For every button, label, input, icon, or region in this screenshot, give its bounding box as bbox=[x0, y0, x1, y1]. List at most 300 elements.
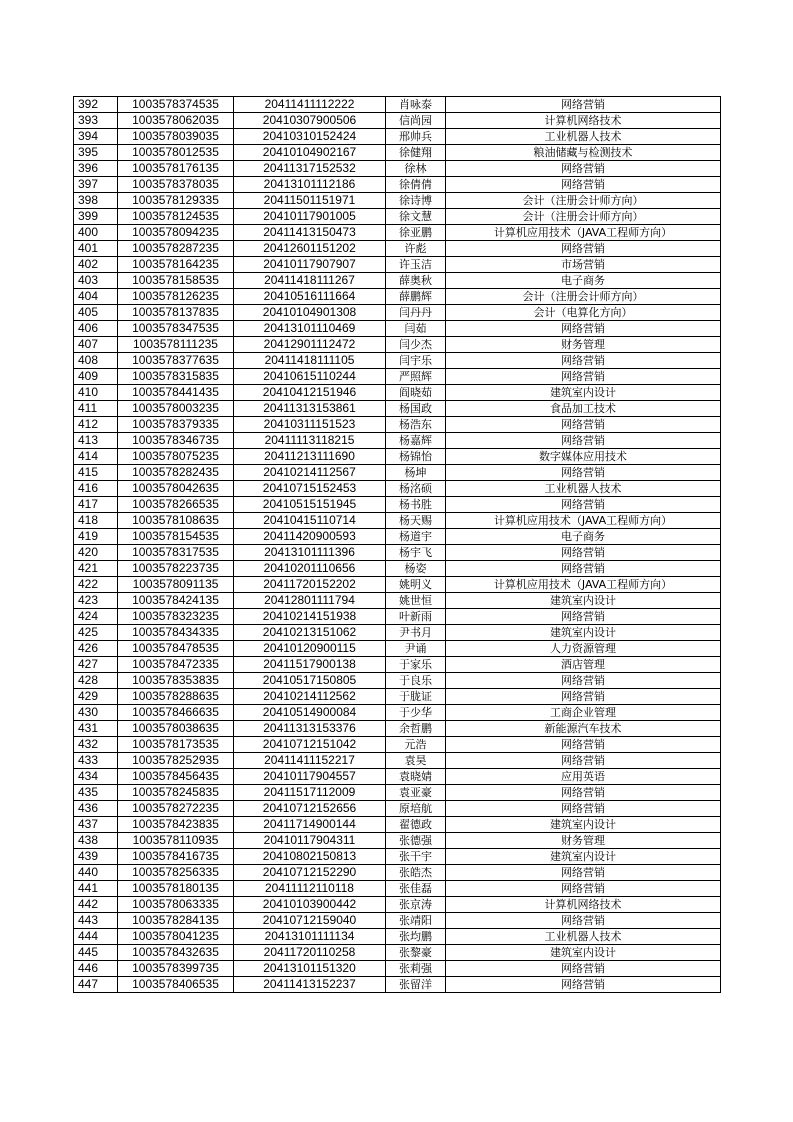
student-id-cell: 20412601151202 bbox=[234, 241, 386, 257]
student-id-cell: 20411317152532 bbox=[234, 161, 386, 177]
name-cell: 杨姿 bbox=[386, 561, 446, 577]
candidate-id-cell: 1003578441435 bbox=[118, 385, 234, 401]
candidate-id-cell: 1003578347535 bbox=[118, 321, 234, 337]
table-row bbox=[74, 449, 721, 465]
candidate-id-cell: 1003578287235 bbox=[118, 241, 234, 257]
table-row bbox=[74, 97, 721, 113]
table-row bbox=[74, 801, 721, 817]
name-cell: 杨道宇 bbox=[386, 529, 446, 545]
candidate-id-cell: 1003578180135 bbox=[118, 881, 234, 897]
table-row bbox=[74, 769, 721, 785]
student-id-cell: 20412801111794 bbox=[234, 593, 386, 609]
row-number-cell: 446 bbox=[74, 961, 118, 977]
name-cell: 杨坤 bbox=[386, 465, 446, 481]
name-cell: 杨国政 bbox=[386, 401, 446, 417]
major-cell: 网络营销 bbox=[446, 561, 721, 577]
row-number-cell: 396 bbox=[74, 161, 118, 177]
table-row bbox=[74, 657, 721, 673]
table-row bbox=[74, 321, 721, 337]
student-id-cell: 20410117907907 bbox=[234, 257, 386, 273]
student-id-cell: 20411720110258 bbox=[234, 945, 386, 961]
table-row bbox=[74, 561, 721, 577]
major-cell: 电子商务 bbox=[446, 529, 721, 545]
table-row bbox=[74, 513, 721, 529]
table-row bbox=[74, 481, 721, 497]
student-id-cell: 20410103900442 bbox=[234, 897, 386, 913]
major-cell: 新能源汽车技术 bbox=[446, 721, 721, 737]
student-id-cell: 20410515151945 bbox=[234, 497, 386, 513]
name-cell: 徐文慧 bbox=[386, 209, 446, 225]
candidate-id-cell: 1003578272235 bbox=[118, 801, 234, 817]
major-cell: 酒店管理 bbox=[446, 657, 721, 673]
student-id-cell: 20411720152202 bbox=[234, 577, 386, 593]
student-id-cell: 20410117904557 bbox=[234, 769, 386, 785]
candidate-id-cell: 1003578091135 bbox=[118, 577, 234, 593]
candidate-id-cell: 1003578284135 bbox=[118, 913, 234, 929]
name-cell: 杨锦怡 bbox=[386, 449, 446, 465]
name-cell: 尹书月 bbox=[386, 625, 446, 641]
major-cell: 财务管理 bbox=[446, 833, 721, 849]
candidate-id-cell: 1003578434335 bbox=[118, 625, 234, 641]
major-cell: 网络营销 bbox=[446, 369, 721, 385]
table-row bbox=[74, 497, 721, 513]
major-cell: 网络营销 bbox=[446, 161, 721, 177]
student-id-cell: 20413101151320 bbox=[234, 961, 386, 977]
major-cell: 市场营销 bbox=[446, 257, 721, 273]
name-cell: 闫茹 bbox=[386, 321, 446, 337]
major-cell: 会计（注册会计师方向） bbox=[446, 209, 721, 225]
table-row bbox=[74, 417, 721, 433]
name-cell: 姚世恒 bbox=[386, 593, 446, 609]
row-number-cell: 428 bbox=[74, 673, 118, 689]
student-id-cell: 20411313153376 bbox=[234, 721, 386, 737]
name-cell: 于家乐 bbox=[386, 657, 446, 673]
name-cell: 袁晓婧 bbox=[386, 769, 446, 785]
candidate-id-cell: 1003578012535 bbox=[118, 145, 234, 161]
candidate-id-cell: 1003578323235 bbox=[118, 609, 234, 625]
table-row bbox=[74, 177, 721, 193]
major-cell: 会计（电算化方向） bbox=[446, 305, 721, 321]
row-number-cell: 440 bbox=[74, 865, 118, 881]
table-row bbox=[74, 193, 721, 209]
table-row bbox=[74, 433, 721, 449]
student-id-cell: 20411517112009 bbox=[234, 785, 386, 801]
candidate-id-cell: 1003578353835 bbox=[118, 673, 234, 689]
candidate-id-cell: 1003578126235 bbox=[118, 289, 234, 305]
row-number-cell: 405 bbox=[74, 305, 118, 321]
row-number-cell: 420 bbox=[74, 545, 118, 561]
name-cell: 肖咏泰 bbox=[386, 97, 446, 113]
major-cell: 计算机应用技术（JAVA工程师方向） bbox=[446, 577, 721, 593]
name-cell: 张德强 bbox=[386, 833, 446, 849]
table-row bbox=[74, 721, 721, 737]
row-number-cell: 398 bbox=[74, 193, 118, 209]
candidate-id-cell: 1003578315835 bbox=[118, 369, 234, 385]
candidate-id-cell: 1003578346735 bbox=[118, 433, 234, 449]
row-number-cell: 422 bbox=[74, 577, 118, 593]
name-cell: 元浩 bbox=[386, 737, 446, 753]
row-number-cell: 443 bbox=[74, 913, 118, 929]
table-row bbox=[74, 129, 721, 145]
row-number-cell: 425 bbox=[74, 625, 118, 641]
major-cell: 网络营销 bbox=[446, 801, 721, 817]
name-cell: 姚明义 bbox=[386, 577, 446, 593]
student-id-cell: 20411420900593 bbox=[234, 529, 386, 545]
major-cell: 网络营销 bbox=[446, 609, 721, 625]
name-cell: 张留洋 bbox=[386, 977, 446, 993]
student-id-cell: 20411413152237 bbox=[234, 977, 386, 993]
table-row bbox=[74, 529, 721, 545]
candidate-id-cell: 1003578176135 bbox=[118, 161, 234, 177]
name-cell: 叶新雨 bbox=[386, 609, 446, 625]
row-number-cell: 437 bbox=[74, 817, 118, 833]
table-row bbox=[74, 257, 721, 273]
student-id-cell: 20410214112567 bbox=[234, 465, 386, 481]
name-cell: 于胧证 bbox=[386, 689, 446, 705]
candidate-id-cell: 1003578288635 bbox=[118, 689, 234, 705]
name-cell: 阎晓茹 bbox=[386, 385, 446, 401]
major-cell: 网络营销 bbox=[446, 545, 721, 561]
major-cell: 食品加工技术 bbox=[446, 401, 721, 417]
table-row bbox=[74, 609, 721, 625]
candidate-id-cell: 1003578379335 bbox=[118, 417, 234, 433]
major-cell: 网络营销 bbox=[446, 465, 721, 481]
name-cell: 于良乐 bbox=[386, 673, 446, 689]
name-cell: 薛奥秋 bbox=[386, 273, 446, 289]
candidate-id-cell: 1003578478535 bbox=[118, 641, 234, 657]
student-id-cell: 20413101111396 bbox=[234, 545, 386, 561]
candidate-id-cell: 1003578173535 bbox=[118, 737, 234, 753]
candidate-id-cell: 1003578245835 bbox=[118, 785, 234, 801]
name-cell: 张皓杰 bbox=[386, 865, 446, 881]
student-id-cell: 20410412151946 bbox=[234, 385, 386, 401]
table-row bbox=[74, 705, 721, 721]
student-id-cell: 20411714900144 bbox=[234, 817, 386, 833]
candidate-id-cell: 1003578038635 bbox=[118, 721, 234, 737]
row-number-cell: 395 bbox=[74, 145, 118, 161]
candidate-id-cell: 1003578456435 bbox=[118, 769, 234, 785]
major-cell: 工业机器人技术 bbox=[446, 129, 721, 145]
major-cell: 建筑室内设计 bbox=[446, 945, 721, 961]
name-cell: 张靖阳 bbox=[386, 913, 446, 929]
name-cell: 许玉洁 bbox=[386, 257, 446, 273]
row-number-cell: 408 bbox=[74, 353, 118, 369]
student-id-cell: 20410120900115 bbox=[234, 641, 386, 657]
row-number-cell: 400 bbox=[74, 225, 118, 241]
row-number-cell: 403 bbox=[74, 273, 118, 289]
name-cell: 信尚园 bbox=[386, 113, 446, 129]
student-id-cell: 20410214151938 bbox=[234, 609, 386, 625]
major-cell: 会计（注册会计师方向） bbox=[446, 193, 721, 209]
major-cell: 网络营销 bbox=[446, 97, 721, 113]
student-id-cell: 20410802150813 bbox=[234, 849, 386, 865]
row-number-cell: 433 bbox=[74, 753, 118, 769]
name-cell: 余哲鹏 bbox=[386, 721, 446, 737]
name-cell: 张干宇 bbox=[386, 849, 446, 865]
row-number-cell: 416 bbox=[74, 481, 118, 497]
row-number-cell: 410 bbox=[74, 385, 118, 401]
candidate-id-cell: 1003578041235 bbox=[118, 929, 234, 945]
student-id-cell: 20410517150805 bbox=[234, 673, 386, 689]
table-row bbox=[74, 673, 721, 689]
row-number-cell: 439 bbox=[74, 849, 118, 865]
candidate-id-cell: 1003578164235 bbox=[118, 257, 234, 273]
student-id-cell: 20412901112472 bbox=[234, 337, 386, 353]
student-id-cell: 20411411152217 bbox=[234, 753, 386, 769]
major-cell: 网络营销 bbox=[446, 913, 721, 929]
table-row bbox=[74, 337, 721, 353]
table-row bbox=[74, 897, 721, 913]
major-cell: 会计（注册会计师方向） bbox=[446, 289, 721, 305]
candidate-id-cell: 1003578399735 bbox=[118, 961, 234, 977]
table-row bbox=[74, 113, 721, 129]
row-number-cell: 415 bbox=[74, 465, 118, 481]
major-cell: 网络营销 bbox=[446, 865, 721, 881]
table-row bbox=[74, 945, 721, 961]
name-cell: 徐林 bbox=[386, 161, 446, 177]
student-id-cell: 20411112110118 bbox=[234, 881, 386, 897]
table-row bbox=[74, 961, 721, 977]
row-number-cell: 419 bbox=[74, 529, 118, 545]
major-cell: 粮油储藏与检测技术 bbox=[446, 145, 721, 161]
student-id-cell: 20410514900084 bbox=[234, 705, 386, 721]
major-cell: 建筑室内设计 bbox=[446, 817, 721, 833]
candidate-id-cell: 1003578374535 bbox=[118, 97, 234, 113]
name-cell: 徐倩倩 bbox=[386, 177, 446, 193]
major-cell: 计算机网络技术 bbox=[446, 897, 721, 913]
name-cell: 严照辉 bbox=[386, 369, 446, 385]
row-number-cell: 401 bbox=[74, 241, 118, 257]
student-id-cell: 20413101111134 bbox=[234, 929, 386, 945]
major-cell: 数字媒体应用技术 bbox=[446, 449, 721, 465]
name-cell: 杨书胜 bbox=[386, 497, 446, 513]
major-cell: 计算机应用技术（JAVA工程师方向） bbox=[446, 225, 721, 241]
table-row bbox=[74, 385, 721, 401]
student-id-cell: 20411413150473 bbox=[234, 225, 386, 241]
major-cell: 计算机网络技术 bbox=[446, 113, 721, 129]
name-cell: 邢帅兵 bbox=[386, 129, 446, 145]
row-number-cell: 431 bbox=[74, 721, 118, 737]
table-row bbox=[74, 849, 721, 865]
major-cell: 建筑室内设计 bbox=[446, 625, 721, 641]
student-id-cell: 20410104901308 bbox=[234, 305, 386, 321]
candidate-id-cell: 1003578075235 bbox=[118, 449, 234, 465]
major-cell: 网络营销 bbox=[446, 785, 721, 801]
row-number-cell: 445 bbox=[74, 945, 118, 961]
table-row bbox=[74, 913, 721, 929]
candidate-id-cell: 1003578094235 bbox=[118, 225, 234, 241]
table-row bbox=[74, 641, 721, 657]
row-number-cell: 397 bbox=[74, 177, 118, 193]
row-number-cell: 447 bbox=[74, 977, 118, 993]
name-cell: 闫丹丹 bbox=[386, 305, 446, 321]
name-cell: 于少华 bbox=[386, 705, 446, 721]
row-number-cell: 444 bbox=[74, 929, 118, 945]
student-id-cell: 20410712151042 bbox=[234, 737, 386, 753]
roster-table-body bbox=[74, 97, 721, 993]
row-number-cell: 430 bbox=[74, 705, 118, 721]
row-number-cell: 412 bbox=[74, 417, 118, 433]
student-id-cell: 20413101112186 bbox=[234, 177, 386, 193]
name-cell: 杨嘉辉 bbox=[386, 433, 446, 449]
row-number-cell: 441 bbox=[74, 881, 118, 897]
table-row bbox=[74, 145, 721, 161]
roster-table bbox=[73, 96, 721, 993]
row-number-cell: 434 bbox=[74, 769, 118, 785]
candidate-id-cell: 1003578062035 bbox=[118, 113, 234, 129]
student-id-cell: 20411501151971 bbox=[234, 193, 386, 209]
candidate-id-cell: 1003578256335 bbox=[118, 865, 234, 881]
name-cell: 薛鹏辉 bbox=[386, 289, 446, 305]
row-number-cell: 404 bbox=[74, 289, 118, 305]
table-row bbox=[74, 737, 721, 753]
student-id-cell: 20410715152453 bbox=[234, 481, 386, 497]
candidate-id-cell: 1003578223735 bbox=[118, 561, 234, 577]
table-row bbox=[74, 241, 721, 257]
candidate-id-cell: 1003578377635 bbox=[118, 353, 234, 369]
name-cell: 张莉强 bbox=[386, 961, 446, 977]
student-id-cell: 20410712159040 bbox=[234, 913, 386, 929]
name-cell: 袁亚豪 bbox=[386, 785, 446, 801]
row-number-cell: 436 bbox=[74, 801, 118, 817]
table-row bbox=[74, 465, 721, 481]
candidate-id-cell: 1003578432635 bbox=[118, 945, 234, 961]
table-row bbox=[74, 273, 721, 289]
candidate-id-cell: 1003578042635 bbox=[118, 481, 234, 497]
candidate-id-cell: 1003578124535 bbox=[118, 209, 234, 225]
student-id-cell: 20410712152656 bbox=[234, 801, 386, 817]
candidate-id-cell: 1003578137835 bbox=[118, 305, 234, 321]
table-row bbox=[74, 689, 721, 705]
candidate-id-cell: 1003578003235 bbox=[118, 401, 234, 417]
table-row bbox=[74, 593, 721, 609]
table-row bbox=[74, 353, 721, 369]
row-number-cell: 409 bbox=[74, 369, 118, 385]
name-cell: 许彪 bbox=[386, 241, 446, 257]
candidate-id-cell: 1003578466635 bbox=[118, 705, 234, 721]
name-cell: 闫少杰 bbox=[386, 337, 446, 353]
row-number-cell: 417 bbox=[74, 497, 118, 513]
major-cell: 建筑室内设计 bbox=[446, 849, 721, 865]
table-row bbox=[74, 305, 721, 321]
name-cell: 尹诵 bbox=[386, 641, 446, 657]
student-id-cell: 20410104902167 bbox=[234, 145, 386, 161]
major-cell: 工业机器人技术 bbox=[446, 929, 721, 945]
row-number-cell: 407 bbox=[74, 337, 118, 353]
major-cell: 财务管理 bbox=[446, 337, 721, 353]
major-cell: 网络营销 bbox=[446, 881, 721, 897]
major-cell: 网络营销 bbox=[446, 753, 721, 769]
table-row bbox=[74, 833, 721, 849]
candidate-id-cell: 1003578266535 bbox=[118, 497, 234, 513]
major-cell: 网络营销 bbox=[446, 673, 721, 689]
student-id-cell: 20410201110656 bbox=[234, 561, 386, 577]
student-id-cell: 20413101110469 bbox=[234, 321, 386, 337]
major-cell: 网络营销 bbox=[446, 433, 721, 449]
student-id-cell: 20411418111105 bbox=[234, 353, 386, 369]
row-number-cell: 399 bbox=[74, 209, 118, 225]
row-number-cell: 424 bbox=[74, 609, 118, 625]
table-row bbox=[74, 289, 721, 305]
major-cell: 网络营销 bbox=[446, 417, 721, 433]
row-number-cell: 429 bbox=[74, 689, 118, 705]
table-row bbox=[74, 881, 721, 897]
row-number-cell: 393 bbox=[74, 113, 118, 129]
name-cell: 徐亚鹏 bbox=[386, 225, 446, 241]
candidate-id-cell: 1003578416735 bbox=[118, 849, 234, 865]
major-cell: 人力资源管理 bbox=[446, 641, 721, 657]
student-id-cell: 20410311151523 bbox=[234, 417, 386, 433]
student-id-cell: 20410310152424 bbox=[234, 129, 386, 145]
major-cell: 网络营销 bbox=[446, 353, 721, 369]
student-id-cell: 20411411112222 bbox=[234, 97, 386, 113]
row-number-cell: 402 bbox=[74, 257, 118, 273]
name-cell: 徐诗博 bbox=[386, 193, 446, 209]
row-number-cell: 438 bbox=[74, 833, 118, 849]
major-cell: 建筑室内设计 bbox=[446, 385, 721, 401]
candidate-id-cell: 1003578378035 bbox=[118, 177, 234, 193]
row-number-cell: 435 bbox=[74, 785, 118, 801]
candidate-id-cell: 1003578063335 bbox=[118, 897, 234, 913]
table-row bbox=[74, 369, 721, 385]
name-cell: 杨洺硕 bbox=[386, 481, 446, 497]
table-row bbox=[74, 785, 721, 801]
candidate-id-cell: 1003578110935 bbox=[118, 833, 234, 849]
student-id-cell: 20410615110244 bbox=[234, 369, 386, 385]
name-cell: 张佳磊 bbox=[386, 881, 446, 897]
candidate-id-cell: 1003578423835 bbox=[118, 817, 234, 833]
row-number-cell: 442 bbox=[74, 897, 118, 913]
table-row bbox=[74, 545, 721, 561]
candidate-id-cell: 1003578424135 bbox=[118, 593, 234, 609]
row-number-cell: 414 bbox=[74, 449, 118, 465]
table-row bbox=[74, 225, 721, 241]
major-cell: 网络营销 bbox=[446, 961, 721, 977]
student-id-cell: 20411113118215 bbox=[234, 433, 386, 449]
major-cell: 应用英语 bbox=[446, 769, 721, 785]
table-row bbox=[74, 161, 721, 177]
name-cell: 袁昊 bbox=[386, 753, 446, 769]
student-id-cell: 20410415110714 bbox=[234, 513, 386, 529]
student-id-cell: 20411418111267 bbox=[234, 273, 386, 289]
candidate-id-cell: 1003578252935 bbox=[118, 753, 234, 769]
major-cell: 工业机器人技术 bbox=[446, 481, 721, 497]
student-id-cell: 20410214112562 bbox=[234, 689, 386, 705]
name-cell: 翟德政 bbox=[386, 817, 446, 833]
major-cell: 网络营销 bbox=[446, 737, 721, 753]
candidate-id-cell: 1003578317535 bbox=[118, 545, 234, 561]
candidate-id-cell: 1003578111235 bbox=[118, 337, 234, 353]
name-cell: 杨浩东 bbox=[386, 417, 446, 433]
row-number-cell: 427 bbox=[74, 657, 118, 673]
table-row bbox=[74, 625, 721, 641]
student-id-cell: 20410712152290 bbox=[234, 865, 386, 881]
table-row bbox=[74, 817, 721, 833]
name-cell: 张黎豪 bbox=[386, 945, 446, 961]
candidate-id-cell: 1003578472335 bbox=[118, 657, 234, 673]
table-row bbox=[74, 977, 721, 993]
major-cell: 网络营销 bbox=[446, 497, 721, 513]
student-id-cell: 20410307900506 bbox=[234, 113, 386, 129]
major-cell: 计算机应用技术（JAVA工程师方向） bbox=[446, 513, 721, 529]
row-number-cell: 418 bbox=[74, 513, 118, 529]
major-cell: 网络营销 bbox=[446, 689, 721, 705]
candidate-id-cell: 1003578282435 bbox=[118, 465, 234, 481]
row-number-cell: 413 bbox=[74, 433, 118, 449]
student-id-cell: 20410213151062 bbox=[234, 625, 386, 641]
major-cell: 网络营销 bbox=[446, 321, 721, 337]
candidate-id-cell: 1003578154535 bbox=[118, 529, 234, 545]
